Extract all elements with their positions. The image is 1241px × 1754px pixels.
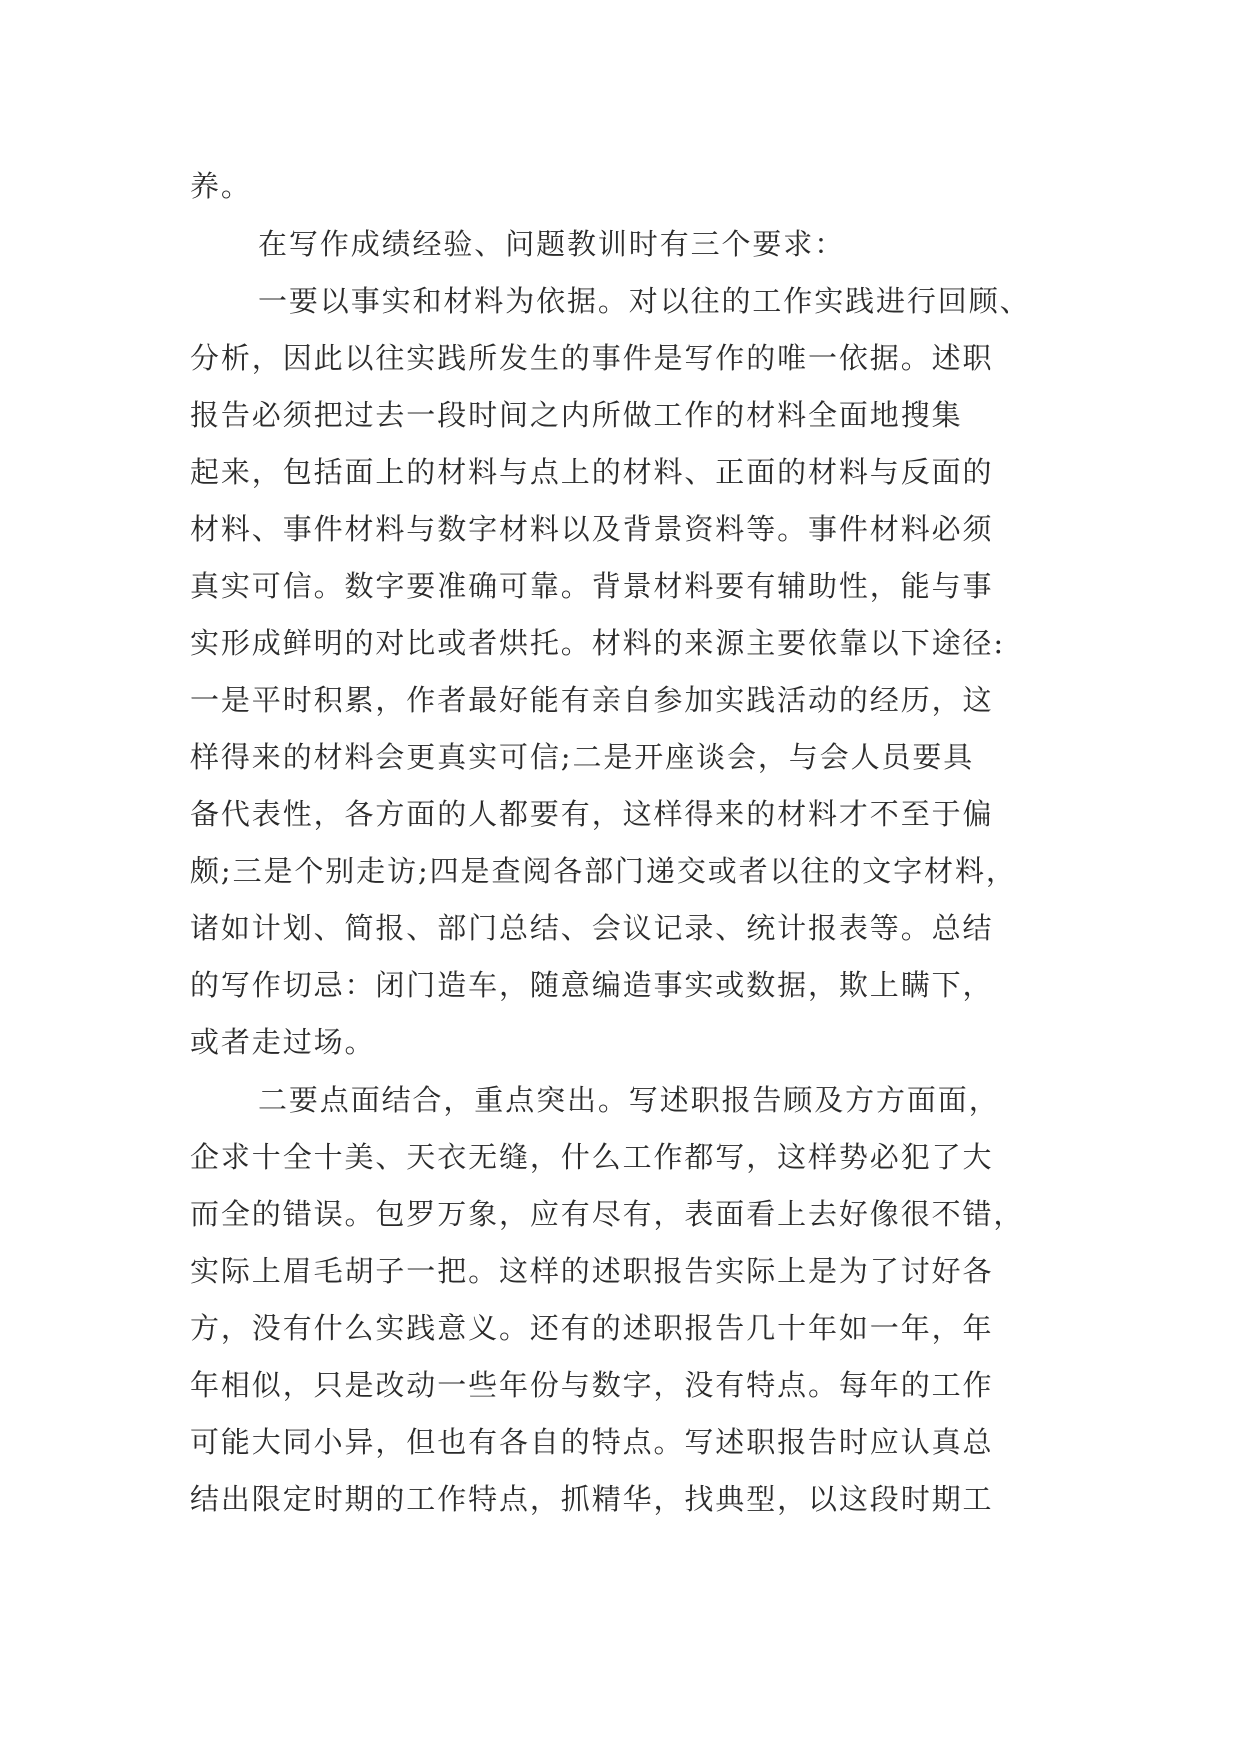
text-line: 年相似，只是改动一些年份与数字，没有特点。每年的工作: [190, 1368, 994, 1402]
text-line: 样得来的材料会更真实可信;二是开座谈会，与会人员要具: [190, 740, 975, 774]
text-line: 一要以事实和材料为依据。对以往的工作实践进行回顾、: [258, 284, 1031, 318]
text-line: 实形成鲜明的对比或者烘托。材料的来源主要依靠以下途径:: [190, 626, 1006, 660]
text-line: 诸如计划、简报、部门总结、会议记录、统计报表等。总结: [190, 911, 994, 945]
text-line: 而全的错误。包罗万象，应有尽有，表面看上去好像很不错，: [190, 1197, 1025, 1231]
text-line: 的写作切忌：闭门造车，随意编造事实或数据，欺上瞒下，: [190, 968, 994, 1002]
text-line: 可能大同小异，但也有各自的特点。写述职报告时应认真总: [190, 1425, 994, 1459]
text-line: 在写作成绩经验、问题教训时有三个要求：: [258, 227, 846, 261]
text-line: 起来，包括面上的材料与点上的材料、正面的材料与反面的: [190, 455, 994, 489]
text-line: 企求十全十美、天衣无缝，什么工作都写，这样势必犯了大: [190, 1140, 994, 1174]
text-line: 真实可信。数字要准确可靠。背景材料要有辅助性，能与事: [190, 569, 994, 603]
text-line: 颇;三是个别走访;四是查阅各部门递交或者以往的文字材料，: [190, 854, 1017, 888]
text-line: 养。: [190, 169, 252, 203]
text-line: 一是平时积累，作者最好能有亲自参加实践活动的经历，这: [190, 683, 994, 717]
text-line: 材料、事件材料与数字材料以及背景资料等。事件材料必须: [190, 512, 994, 546]
text-line: 实际上眉毛胡子一把。这样的述职报告实际上是为了讨好各: [190, 1254, 994, 1288]
text-line: 备代表性，各方面的人都要有，这样得来的材料才不至于偏: [190, 797, 994, 831]
text-line: 分析，因此以往实践所发生的事件是写作的唯一依据。述职: [190, 341, 994, 375]
text-line: 或者走过场。: [190, 1025, 376, 1059]
text-line: 方，没有什么实践意义。还有的述职报告几十年如一年，年: [190, 1311, 994, 1345]
text-line: 结出限定时期的工作特点，抓精华，找典型，以这段时期工: [190, 1482, 994, 1516]
text-line: 二要点面结合，重点突出。写述职报告顾及方方面面，: [258, 1083, 1000, 1117]
text-line: 报告必须把过去一段时间之内所做工作的材料全面地搜集: [190, 398, 963, 432]
